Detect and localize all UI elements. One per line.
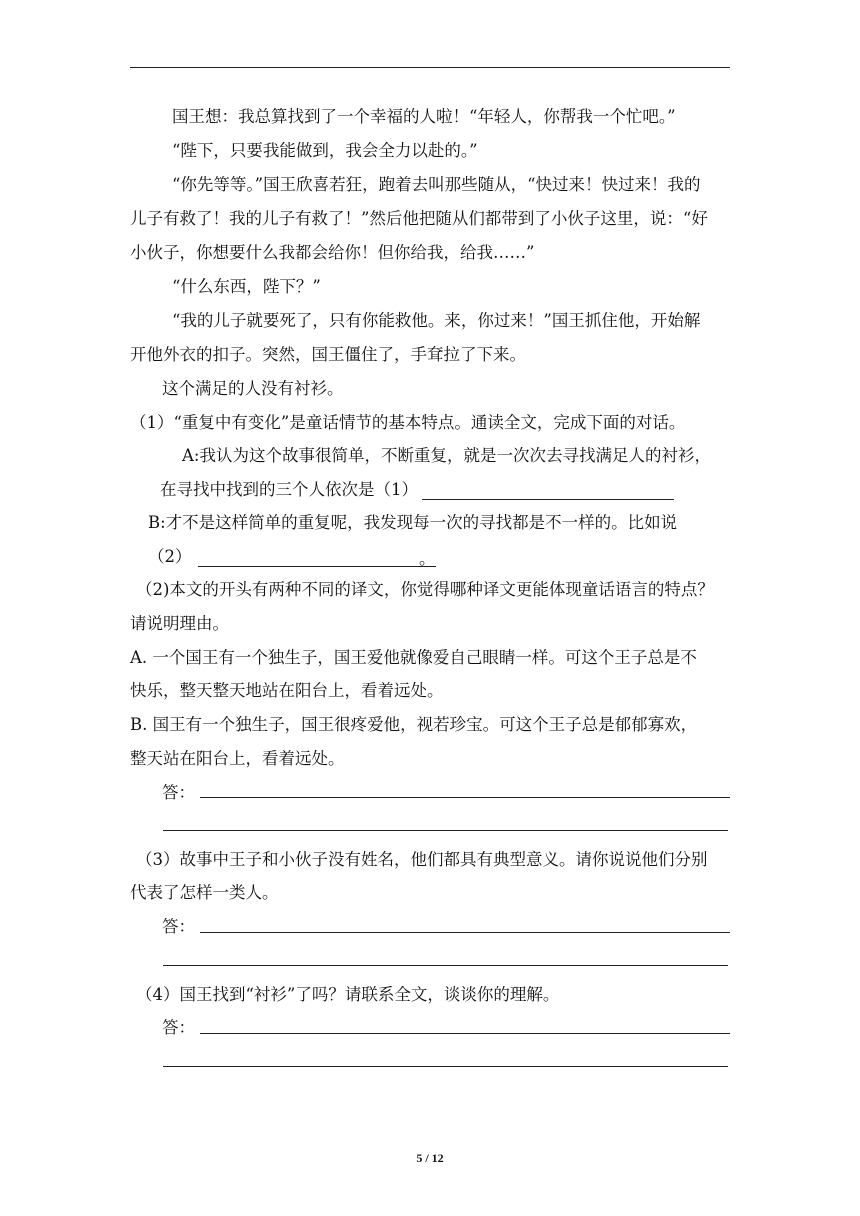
answer-line[interactable] xyxy=(200,797,730,798)
story-paragraph: “什么东西，陛下？” xyxy=(172,277,321,296)
option-b-cont: 整天站在阳台上，看着远处。 xyxy=(130,749,345,768)
question-3-prompt: （3）故事中王子和小伙子没有姓名，他们都具有典型意义。请你说说他们分别 xyxy=(136,850,708,869)
question-3-prompt-cont: 代表了怎样一类人。 xyxy=(130,883,279,902)
dialogue-b-text: （2） xyxy=(148,547,192,566)
question-4-prompt: （4）国王找到“衬衫”了吗？请联系全文，谈谈你的理解。 xyxy=(136,985,560,1004)
dialogue-b-cont xyxy=(148,547,436,567)
story-paragraph-cont: 儿子有救了！我的儿子有救了！”然后他把随从们都带到了小伙子这里，说：“好 xyxy=(130,209,708,228)
dialogue-a: A:我认为这个故事很简单，不断重复，就是一次次去寻找满足人的衬衫， xyxy=(182,446,711,465)
option-a-cont: 快乐，整天整天地站在阳台上，看着远处。 xyxy=(130,681,444,700)
answer-line[interactable] xyxy=(200,1033,730,1034)
answer-blank-2[interactable] xyxy=(198,549,436,567)
header-rule xyxy=(130,67,730,68)
question-1-prompt: （1）“重复中有变化”是童话情节的基本特点。通读全文，完成下面的对话。 xyxy=(130,413,686,432)
story-paragraph: “你先等等。”国王欣喜若狂，跑着去叫那些随从，“快过来！快过来！我的 xyxy=(172,175,701,194)
answer-label: 答： xyxy=(162,917,195,936)
question-2-prompt: （2)本文的开头有两种不同的译文，你觉得哪种译文更能体现童话语言的特点？ xyxy=(136,580,714,599)
answer-line[interactable] xyxy=(163,965,728,966)
answer-line[interactable] xyxy=(163,1066,728,1067)
blank-period: 。 xyxy=(419,549,436,568)
page-number: 5 / 12 xyxy=(416,1151,444,1165)
answer-line[interactable] xyxy=(163,830,728,831)
story-paragraph-cont: 开他外衣的扣子。突然，国王僵住了，手耷拉了下来。 xyxy=(130,345,526,364)
dialogue-a-text: 在寻找中找到的三个人依次是（1） xyxy=(160,480,418,499)
option-a: A. 一个国王有一个独生子，国王爱他就像爱自己眼睛一样。可这个王子总是不 xyxy=(130,648,697,667)
dialogue-a-cont xyxy=(160,480,674,500)
answer-blank-1[interactable] xyxy=(422,482,674,500)
story-paragraph: “我的儿子就要死了，只有你能救他。来，你过来！”国王抓住他，开始解 xyxy=(172,311,701,330)
story-paragraph-cont: 小伙子，你想要什么我都会给你！但你给我，给我……” xyxy=(130,243,535,262)
question-2-prompt-cont: 请说明理由。 xyxy=(130,614,229,633)
story-paragraph: 国王想：我总算找到了一个幸福的人啦！“年轻人，你帮我一个忙吧。” xyxy=(172,107,676,126)
answer-line[interactable] xyxy=(200,932,730,933)
option-b: B. 国王有一个独生子，国王很疼爱他，视若珍宝。可这个王子总是郁郁寡欢， xyxy=(130,715,698,734)
dialogue-b: B:才不是这样简单的重复呢，我发现每一次的寻找都是不一样的。比如说 xyxy=(148,513,678,532)
story-paragraph: “陛下，只要我能做到，我会全力以赴的。” xyxy=(172,141,478,160)
answer-label: 答： xyxy=(162,783,195,802)
story-paragraph: 这个满足的人没有衬衫。 xyxy=(162,379,344,398)
answer-label: 答： xyxy=(162,1018,195,1037)
